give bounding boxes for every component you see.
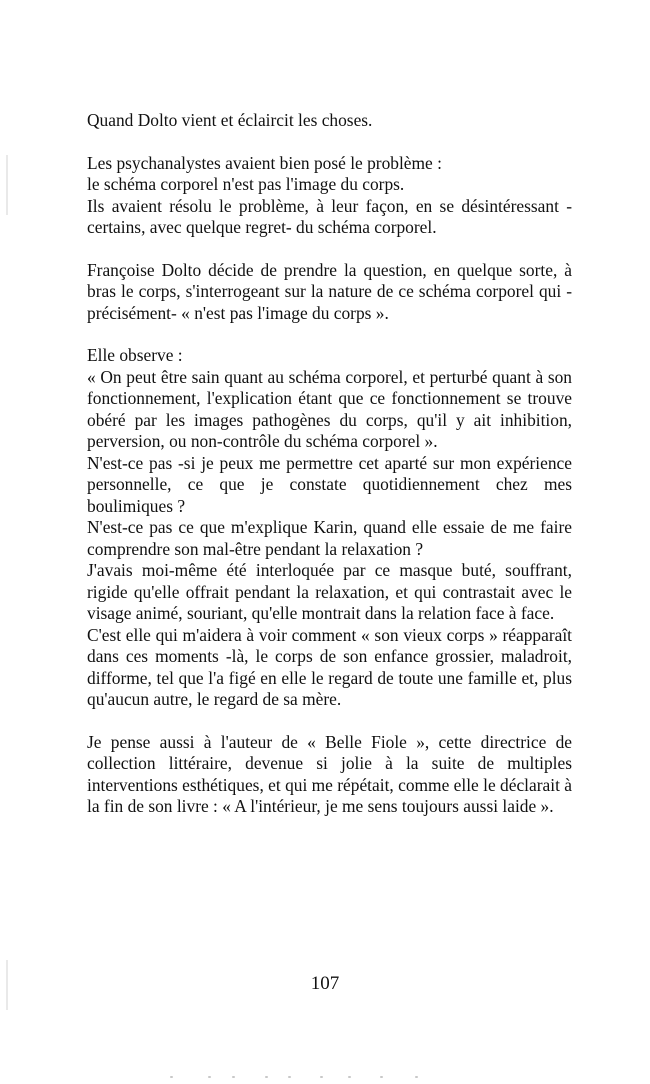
paragraph-line: le schéma corporel n'est pas l'image du corps.: [87, 174, 405, 194]
scan-edge-mark: [6, 155, 8, 215]
page-number: 107: [310, 973, 340, 994]
body-text: [87, 110, 572, 818]
paragraph: Ils avaient résolu le problème, à leur façon, en se désintéressant -certains, avec quelque regret- du schéma corporel.: [87, 195, 572, 237]
paragraph: N'est-ce pas ce que m'explique Karin, quand elle essaie de me faire comprendre son mal-être pendant la relaxation ?: [87, 517, 572, 559]
title-line: Quand Dolto vient et éclaircit les choses.: [87, 110, 373, 130]
paragraph: J'avais moi-même été interloquée par ce masque buté, souffrant, rigide qu'elle offrait pendant la relaxation, et qui contrastait avec le visage animé, souriant, qu'elle montrait dans la relation face à face.: [87, 560, 572, 623]
paragraph: N'est-ce pas -si je peux me permettre cet aparté sur mon expérience personnelle, ce que je constate quotidiennement chez mes boulimiques ?: [87, 452, 572, 516]
paragraph: Françoise Dolto décide de prendre la question, en quelque sorte, à bras le corps, s'interrogeant sur la nature de ce schéma corporel qui -précisément- « n'est pas l'image du corps ».: [87, 259, 572, 323]
paragraph-line: Les psychanalystes avaient bien posé le problème :: [87, 152, 442, 173]
paragraph: Je pense aussi à l'auteur de « Belle Fiole », cette directrice de collection littéraire, devenue si jolie à la suite de multiples interventions esthétiques, et qui me répétait, comme elle le déclarait à la fin de son livre : « A l'intérieur, je me sens toujours aussi laide ».: [87, 731, 572, 816]
paragraph-line: Elle observe :: [87, 345, 183, 365]
scan-specks: [170, 1076, 470, 1080]
paragraph: C'est elle qui m'aidera à voir comment « son vieux corps » réapparaît dans ces moments -là, le corps de son enfance grossier, maladroit, difforme, tel que l'a figé en elle le regard de toute une famille et, plus qu'aucun autre, le regard de sa mère.: [87, 624, 572, 709]
quote: « On peut être sain quant au schéma corporel, et perturbé quant à son fonctionnement, l'explication étant que ce fonctionnement se trouve obéré par les images pathogènes du corps, qu'il y ait inhibition, perversion, ou non-contrôle du schéma corporel ».: [87, 366, 572, 451]
